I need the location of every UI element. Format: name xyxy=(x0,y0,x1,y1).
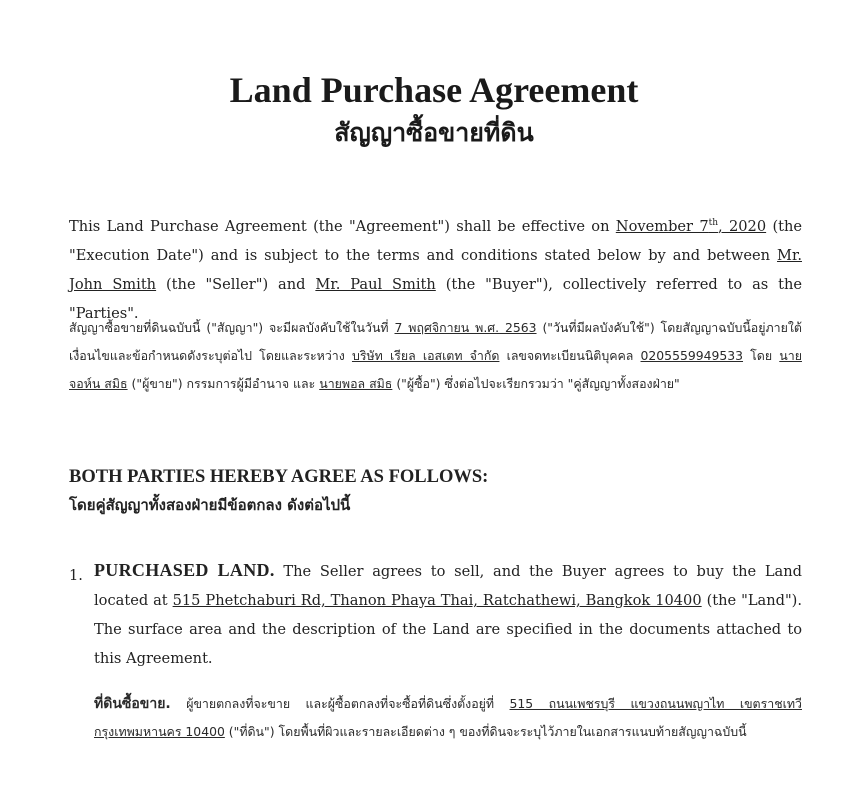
intro-paragraph-en xyxy=(69,212,802,328)
execution-date-en xyxy=(616,218,766,235)
intro-en-text-2: (the "Execution Date") and is subject to the terms and conditions stated below by and between xyxy=(69,218,803,264)
agreement-heading-th: โดยคู่สัญญาทั้งสองฝ่ายมีข้อตกลง ดังต่อไปนี้ xyxy=(69,496,351,514)
section-1-text-th-1: ผู้ขายตกลงที่จะขาย และผู้ซื้อตกลงที่จะซื้อที่ดินซึ่งตั้งอยู่ที่ xyxy=(186,696,495,711)
buyer-name-en: Mr. Paul Smith xyxy=(315,276,436,293)
agreement-heading-en: BOTH PARTIES HEREBY AGREE AS FOLLOWS: xyxy=(69,467,489,487)
section-1-lead-en: PURCHASED LAND. xyxy=(94,560,275,580)
intro-th-text-5: ("ผู้ขาย") กรรมการผู้มีอำนาจ และ xyxy=(131,376,316,391)
section-1-text-th-2: ("ที่ดิน") โดยพื้นที่ผิวและรายละเอียดต่าง ๆ ของที่ดินจะระบุไว้ภายในเอกสารแนบท้ายสัญญาฉบับนี้ xyxy=(228,724,747,739)
execution-date-th: 7 พฤศจิกายน พ.ศ. 2563 xyxy=(394,320,537,335)
seller-name-th: นายจอห์น สมิธ xyxy=(69,348,802,391)
seller-name-en: Mr. John Smith xyxy=(69,247,802,293)
buyer-name-th: นายพอล สมิธ xyxy=(319,376,393,391)
intro-th-text-2: ("วันที่มีผลบังคับใช้") โดยสัญญาฉบับนี้อยู่ภายใต้เงื่อนไขและข้อกำหนดดังระบุต่อไป โดยและระหว่าง xyxy=(69,320,802,363)
intro-en-text-4: (the "Buyer"), collectively referred to as the "Parties". xyxy=(69,276,803,322)
execution-date-year: , 2020 xyxy=(718,218,767,235)
intro-paragraph-th xyxy=(69,314,802,398)
section-1-text-en-2: (the "Land"). The surface area and the description of the Land are specified in the documents attached to this Agreement. xyxy=(94,592,802,667)
land-address-en: 515 Phetchaburi Rd, Thanon Phaya Thai, Ratchathewi, Bangkok 10400 xyxy=(172,592,702,609)
intro-th-text-3: เลขจดทะเบียนนิติบุคคล xyxy=(506,348,634,363)
section-1-text-en-1: The Seller agrees to sell, and the Buyer agrees to buy the Land located at xyxy=(94,563,802,609)
intro-th-text-1: สัญญาซื้อขายที่ดินฉบับนี้ ("สัญญา") จะมีผลบังคับใช้ในวันที่ xyxy=(69,320,389,335)
execution-date-sup: th xyxy=(708,218,719,229)
registration-number: 0205559949533 xyxy=(640,348,744,363)
execution-date-day: November 7 xyxy=(615,218,709,235)
intro-en-text-1: This Land Purchase Agreement (the "Agreement") shall be effective on xyxy=(69,218,610,235)
land-address-th: 515 ถนนเพชรบุรี แขวงถนนพญาไท เขตราชเทวี กรุงเทพมหานคร 10400 xyxy=(94,696,802,739)
document-title-en: Land Purchase Agreement xyxy=(229,70,639,110)
intro-th-text-4: โดย xyxy=(750,348,773,363)
section-1-paragraph-th xyxy=(94,690,802,746)
section-1-lead-th: ที่ดินซื้อขาย. xyxy=(94,696,171,712)
document-title-th: สัญญาซื้อขายที่ดิน xyxy=(334,118,534,147)
section-number: 1. xyxy=(69,567,83,584)
company-name-th: บริษัท เรียล เอสเตท จำกัด xyxy=(351,348,500,363)
intro-th-text-6: ("ผู้ซื้อ") ซึ่งต่อไปจะเรียกรวมว่า "คู่สัญญาทั้งสองฝ่าย" xyxy=(396,376,680,391)
section-1-paragraph-en xyxy=(94,556,802,673)
intro-en-text-3: (the "Seller") and xyxy=(165,276,306,293)
